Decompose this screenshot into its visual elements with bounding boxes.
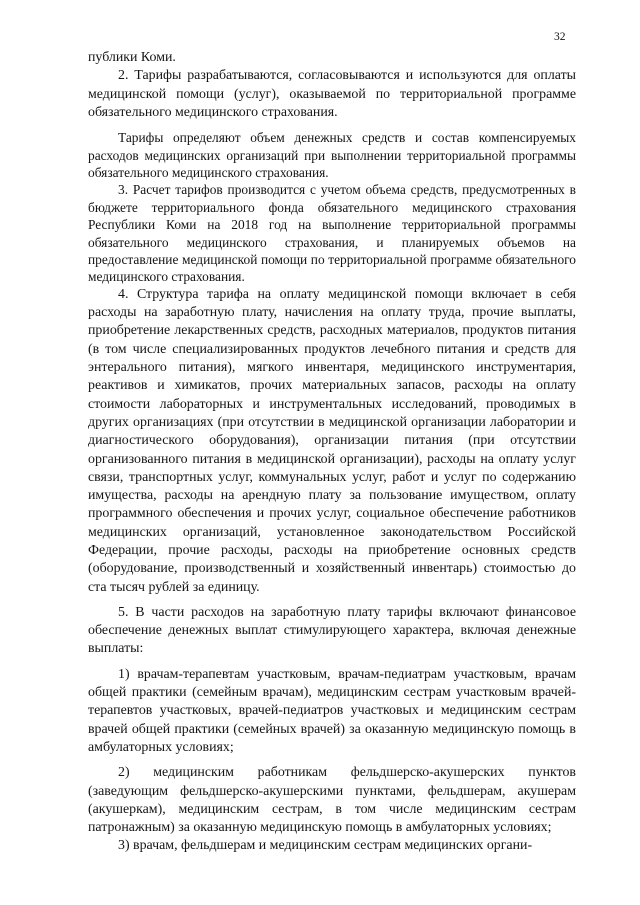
paragraph-continuation: публики Коми.: [88, 50, 176, 65]
list-item-3: 3) врачам, фельдшерам и медицинским сестрам медицинских органи-: [118, 838, 533, 854]
paragraph-4: 4. Структура тарифа на оплату медицинской помощи включает в себя расходы на заработную плату, начисления на оплату труда, прочие выплаты, приобретение лекарственных средств, расходных материалов, продуктов питания (в том числе специализированных продуктов лечебного питания и средств для энтерального питания), мягкого инвентаря, медицинского инструментария, реактивов и химикатов, прочих материальных запасов, расходы на оплату стоимости лабораторных и инструментальных исследований, проводимых в других организациях (при отсутствии в медицинской организации лаборатории и диагностического оборудования), организации питания (при отсутствии организованного питания в медицинской организации), расходы на оплату услуг связи, транспортных услуг, коммунальных услуг, работ и услуг по содержанию имущества, расходы на арендную плату за пользование имуществом, оплату программного обеспечения и прочих услуг, социальное обеспечение работников медицинских организаций, установленное законодательством Российской Федерации, прочие расходы, расходы на приобретение основных средств (оборудование, производственный и хозяйственный инвентарь) стоимостью до ста тысяч рублей за единицу.: [88, 286, 576, 595]
document-body: [88, 49, 576, 856]
list-item-2: 2) медицинским работникам фельдшерско-акушерских пунктов (заведующим фельдшерско-акушерскими пунктами, фельдшерам, акушерам (акушеркам), медицинским сестрам, в том числе медицинским сестрам патронажным) за оказанную медицинскую помощь в амбулаторных условиях;: [88, 765, 576, 836]
paragraph-2: 2. Тарифы разрабатываются, согласовываются и используются для оплаты медицинской помощи (услуг), оказываемой по территориальной программе обязательного медицинского страхования.: [88, 68, 576, 120]
paragraph-5: 5. В части расходов на заработную плату тарифы включают финансовое обеспечение денежных выплат стимулирующего характера, включая денежные выплаты:: [88, 604, 576, 657]
paragraph-tariffs-scope: Тарифы определяют объем денежных средств и состав компенсируемых расходов медицинских организаций при выполнении территориальной программы обязательного медицинского страхования.: [88, 130, 576, 180]
paragraph-3: 3. Расчет тарифов производится с учетом объема средств, предусмотренных в бюджете территориального фонда обязательного медицинского страхования Республики Коми на 2018 год на выполнение территориальной программы обязательного медицинского страхования, и планируемых объемов на предоставление медицинской помощи по территориальной программе обязательного медицинского страхования.: [88, 182, 576, 285]
list-item-1: 1) врачам-терапевтам участковым, врачам-педиатрам участковым, врачам общей практики (семейным врачам), медицинским сестрам участковым врачей-терапевтов участковых, врачей-педиатров участковых и медицинским сестрам врачей общей практики (семейных врачей) за оказанную медицинскую помощь в амбулаторных условиях;: [88, 666, 576, 755]
page-number: 32: [554, 31, 566, 43]
